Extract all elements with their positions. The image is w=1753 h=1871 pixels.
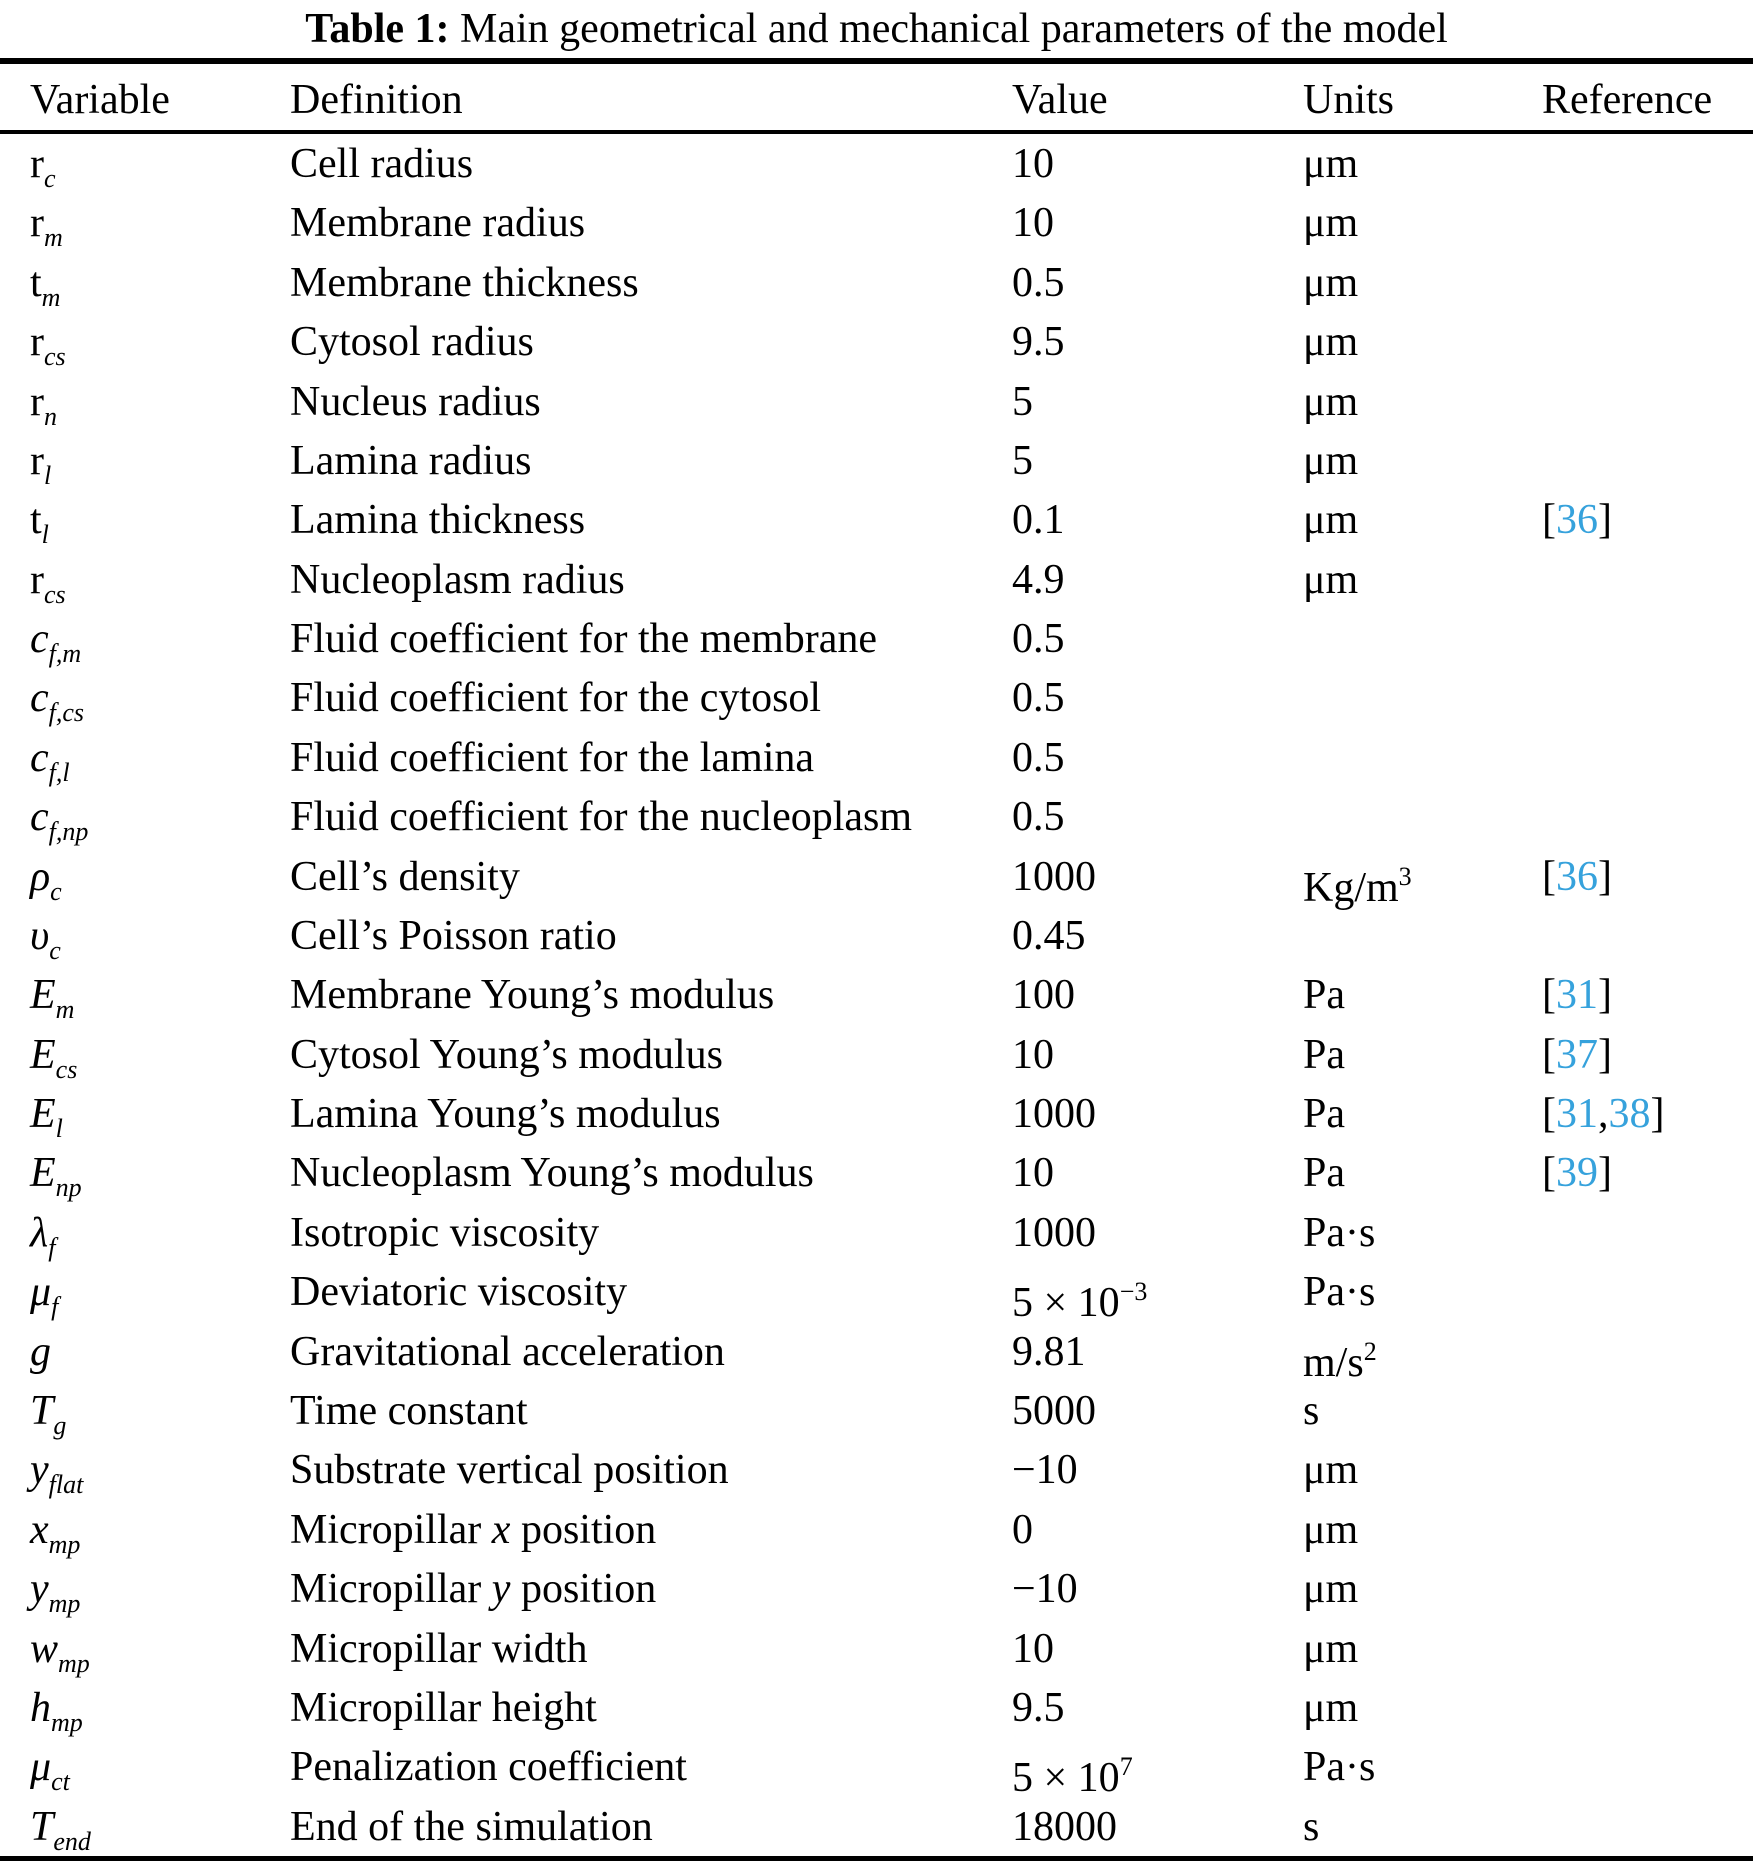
units-cell: μm bbox=[1303, 259, 1359, 306]
units-cell: μm bbox=[1303, 437, 1359, 484]
variable-cell: $T_{end}$ bbox=[30, 1803, 91, 1856]
value-cell: $5 \times 10^7$ bbox=[1012, 1752, 1133, 1802]
definition-cell: Micropillar width bbox=[290, 1625, 588, 1672]
table-row bbox=[0, 490, 1753, 550]
table-row bbox=[0, 134, 1753, 194]
definition-cell: Membrane Young’s modulus bbox=[290, 972, 775, 1019]
units-cell: μm bbox=[1303, 319, 1359, 366]
table-row bbox=[0, 1678, 1753, 1738]
definition-cell: Membrane thickness bbox=[290, 259, 639, 306]
table-row bbox=[0, 1143, 1753, 1203]
value-cell: 5 bbox=[1012, 378, 1033, 425]
table-row bbox=[0, 787, 1753, 847]
value-cell: 0.1 bbox=[1012, 497, 1065, 544]
definition-cell: Membrane radius bbox=[290, 200, 586, 247]
variable-cell: $\rho_c$ bbox=[30, 853, 62, 906]
table-row bbox=[0, 372, 1753, 432]
variable-cell: $y_{flat}$ bbox=[30, 1447, 84, 1500]
units-cell: μm bbox=[1303, 200, 1359, 247]
definition-cell: Lamina Young’s modulus bbox=[290, 1091, 721, 1138]
table-row bbox=[0, 1500, 1753, 1560]
citation-link[interactable]: 36 bbox=[1556, 853, 1598, 900]
units-cell: Pa·s bbox=[1303, 1209, 1376, 1256]
definition-cell: Fluid coefficient for the nucleoplasm bbox=[290, 794, 913, 841]
definition-cell: Nucleus radius bbox=[290, 378, 541, 425]
definition-cell: Time constant bbox=[290, 1388, 528, 1434]
table-row bbox=[0, 609, 1753, 669]
definition-cell: Cell’s density bbox=[290, 853, 520, 900]
value-cell: 1000 bbox=[1012, 1091, 1096, 1138]
table-row bbox=[0, 550, 1753, 610]
value-cell: 10 bbox=[1012, 141, 1054, 187]
units-cell: μm bbox=[1303, 556, 1359, 603]
table-caption bbox=[0, 0, 1753, 58]
variable-cell: $h_{mp}$ bbox=[30, 1684, 83, 1737]
value-cell: 0.5 bbox=[1012, 616, 1065, 662]
definition-cell: Fluid coefficient for the lamina bbox=[290, 734, 815, 781]
variable-cell: $\lambda_f$ bbox=[30, 1209, 56, 1262]
value-cell: 0.5 bbox=[1012, 794, 1065, 841]
value-cell: 9.5 bbox=[1012, 1684, 1065, 1731]
column-header-definition: Definition bbox=[290, 77, 463, 123]
units-cell: μm bbox=[1303, 1566, 1359, 1613]
reference-cell: [31,38] bbox=[1542, 1091, 1665, 1138]
value-cell: −10 bbox=[1012, 1447, 1078, 1494]
table-row bbox=[0, 1262, 1753, 1327]
units-cell: μm bbox=[1303, 141, 1359, 187]
units-cell: $Kg/m^3$ bbox=[1303, 861, 1412, 911]
citation-link[interactable]: 37 bbox=[1556, 1031, 1598, 1078]
value-cell: 0.5 bbox=[1012, 259, 1065, 306]
definition-cell: Isotropic viscosity bbox=[290, 1209, 600, 1256]
definition-cell: Penalization coefficient bbox=[290, 1744, 687, 1791]
definition-cell: End of the simulation bbox=[290, 1803, 653, 1850]
bottom-rule bbox=[0, 1856, 1753, 1861]
variable-cell: $w_{mp}$ bbox=[30, 1625, 90, 1678]
value-cell: 5000 bbox=[1012, 1388, 1096, 1434]
definition-cell: Lamina radius bbox=[290, 437, 532, 484]
variable-cell: $r_c$ bbox=[30, 141, 56, 193]
units-cell: μm bbox=[1303, 1447, 1359, 1494]
table-row bbox=[0, 193, 1753, 253]
definition-cell: Micropillar x position bbox=[290, 1506, 657, 1553]
definition-cell: Cytosol Young’s modulus bbox=[290, 1031, 723, 1078]
citation-link[interactable]: 31 bbox=[1556, 972, 1598, 1019]
value-cell: 0.5 bbox=[1012, 675, 1065, 722]
variable-cell: $E_m$ bbox=[30, 972, 75, 1025]
variable-cell: g bbox=[30, 1328, 51, 1375]
definition-cell: Deviatoric viscosity bbox=[290, 1269, 628, 1316]
definition-cell: Micropillar y position bbox=[290, 1566, 657, 1613]
value-cell: 10 bbox=[1012, 1031, 1054, 1078]
units-cell: Pa bbox=[1303, 1091, 1345, 1138]
definition-cell: Cell’s Poisson ratio bbox=[290, 912, 617, 959]
variable-cell: $x_{mp}$ bbox=[30, 1506, 81, 1559]
variable-cell: $E_{np}$ bbox=[30, 1150, 82, 1203]
reference-cell: [37] bbox=[1542, 1031, 1612, 1078]
table-row bbox=[0, 847, 1753, 911]
variable-cell: $c_{f,np}$ bbox=[30, 794, 89, 847]
table-row bbox=[0, 906, 1753, 966]
definition-cell: Micropillar height bbox=[290, 1684, 597, 1731]
variable-cell: $E_l$ bbox=[30, 1091, 63, 1144]
definition-cell: Gravitational acceleration bbox=[290, 1328, 725, 1375]
units-cell: s bbox=[1303, 1388, 1320, 1434]
value-cell: $5 \times 10^{-3}$ bbox=[1012, 1277, 1148, 1327]
table-row bbox=[0, 1322, 1753, 1386]
table-row bbox=[0, 1203, 1753, 1263]
value-cell: 1000 bbox=[1012, 1209, 1096, 1256]
value-cell: 9.5 bbox=[1012, 319, 1065, 366]
column-header-variable: Variable bbox=[30, 77, 170, 123]
value-cell: 9.81 bbox=[1012, 1328, 1086, 1375]
variable-cell: $\upsilon_c$ bbox=[30, 912, 61, 965]
variable-cell: $y_{mp}$ bbox=[30, 1566, 81, 1619]
units-cell: μm bbox=[1303, 1506, 1359, 1553]
definition-cell: Nucleoplasm Young’s modulus bbox=[290, 1150, 814, 1197]
units-cell: μm bbox=[1303, 1684, 1359, 1731]
variable-cell: $c_{f,cs}$ bbox=[30, 675, 85, 728]
table-row bbox=[0, 312, 1753, 372]
table-row bbox=[0, 728, 1753, 788]
table-row bbox=[0, 1025, 1753, 1085]
variable-cell: $T_g$ bbox=[30, 1388, 67, 1440]
units-cell: Pa·s bbox=[1303, 1269, 1376, 1316]
table-row bbox=[0, 965, 1753, 1025]
table-header-row bbox=[0, 71, 1753, 129]
top-rule bbox=[0, 58, 1753, 64]
units-cell: Pa bbox=[1303, 972, 1345, 1019]
value-cell: 4.9 bbox=[1012, 556, 1065, 603]
value-cell: 10 bbox=[1012, 200, 1054, 247]
definition-cell: Cytosol radius bbox=[290, 319, 534, 366]
variable-cell: $c_{f,l}$ bbox=[30, 734, 70, 787]
citation-link[interactable]: 31 bbox=[1556, 1091, 1598, 1138]
table-row bbox=[0, 668, 1753, 728]
definition-cell: Substrate vertical position bbox=[290, 1447, 729, 1494]
definition-cell: Lamina thickness bbox=[290, 497, 586, 544]
table-row bbox=[0, 1737, 1753, 1802]
variable-cell: $r_{cs}$ bbox=[30, 319, 66, 372]
variable-cell: $r_{cs}$ bbox=[30, 556, 66, 609]
value-cell: 0 bbox=[1012, 1506, 1033, 1553]
table-row bbox=[0, 1559, 1753, 1619]
value-cell: −10 bbox=[1012, 1566, 1078, 1613]
reference-cell: [39] bbox=[1542, 1150, 1612, 1197]
reference-cell: [31] bbox=[1542, 972, 1612, 1019]
units-cell: Pa bbox=[1303, 1150, 1345, 1197]
citation-link[interactable]: 38 bbox=[1608, 1091, 1651, 1138]
citation-link[interactable]: 36 bbox=[1556, 497, 1598, 544]
reference-cell: [36] bbox=[1542, 497, 1612, 544]
reference-cell: [36] bbox=[1542, 853, 1612, 900]
units-cell: μm bbox=[1303, 497, 1359, 544]
variable-cell: $t_m$ bbox=[30, 259, 61, 312]
value-cell: 10 bbox=[1012, 1625, 1054, 1672]
column-header-units: Units bbox=[1303, 77, 1395, 123]
units-cell: s bbox=[1303, 1803, 1320, 1850]
units-cell: μm bbox=[1303, 1625, 1359, 1672]
table-caption-label: Table 1: bbox=[305, 6, 450, 52]
value-cell: 5 bbox=[1012, 437, 1033, 484]
table-row bbox=[0, 1381, 1753, 1441]
units-cell: Pa·s bbox=[1303, 1744, 1376, 1791]
table-row bbox=[0, 431, 1753, 491]
value-cell: 0.5 bbox=[1012, 734, 1065, 781]
value-cell: 10 bbox=[1012, 1150, 1054, 1197]
variable-cell: $\mu_{ct}$ bbox=[30, 1744, 70, 1797]
definition-cell: Fluid coefficient for the cytosol bbox=[290, 675, 822, 722]
variable-cell: $r_l$ bbox=[30, 437, 52, 490]
value-cell: 1000 bbox=[1012, 853, 1096, 900]
table-caption-text: Main geometrical and mechanical parameters of the model bbox=[449, 6, 1448, 52]
table-row bbox=[0, 1084, 1753, 1144]
value-cell: 18000 bbox=[1012, 1803, 1117, 1850]
variable-cell: $c_{f,m}$ bbox=[30, 616, 82, 668]
definition-cell: Cell radius bbox=[290, 141, 474, 187]
units-cell: Pa bbox=[1303, 1031, 1345, 1078]
column-header-reference: Reference bbox=[1542, 77, 1713, 123]
units-cell: $m/s^2$ bbox=[1303, 1336, 1377, 1386]
table-row bbox=[0, 1440, 1753, 1500]
table-row bbox=[0, 1619, 1753, 1679]
variable-cell: $E_{cs}$ bbox=[30, 1031, 78, 1084]
column-header-value: Value bbox=[1012, 77, 1108, 123]
value-cell: 0.45 bbox=[1012, 912, 1086, 959]
definition-cell: Fluid coefficient for the membrane bbox=[290, 616, 878, 662]
units-cell: μm bbox=[1303, 378, 1359, 425]
variable-cell: $\mu_f$ bbox=[30, 1269, 59, 1322]
table-row bbox=[0, 253, 1753, 313]
definition-cell: Nucleoplasm radius bbox=[290, 556, 625, 603]
value-cell: 100 bbox=[1012, 972, 1075, 1019]
variable-cell: $t_l$ bbox=[30, 497, 49, 550]
variable-cell: $r_m$ bbox=[30, 200, 63, 253]
citation-link[interactable]: 39 bbox=[1556, 1150, 1598, 1197]
variable-cell: $r_n$ bbox=[30, 378, 57, 431]
table-row bbox=[0, 1797, 1753, 1857]
